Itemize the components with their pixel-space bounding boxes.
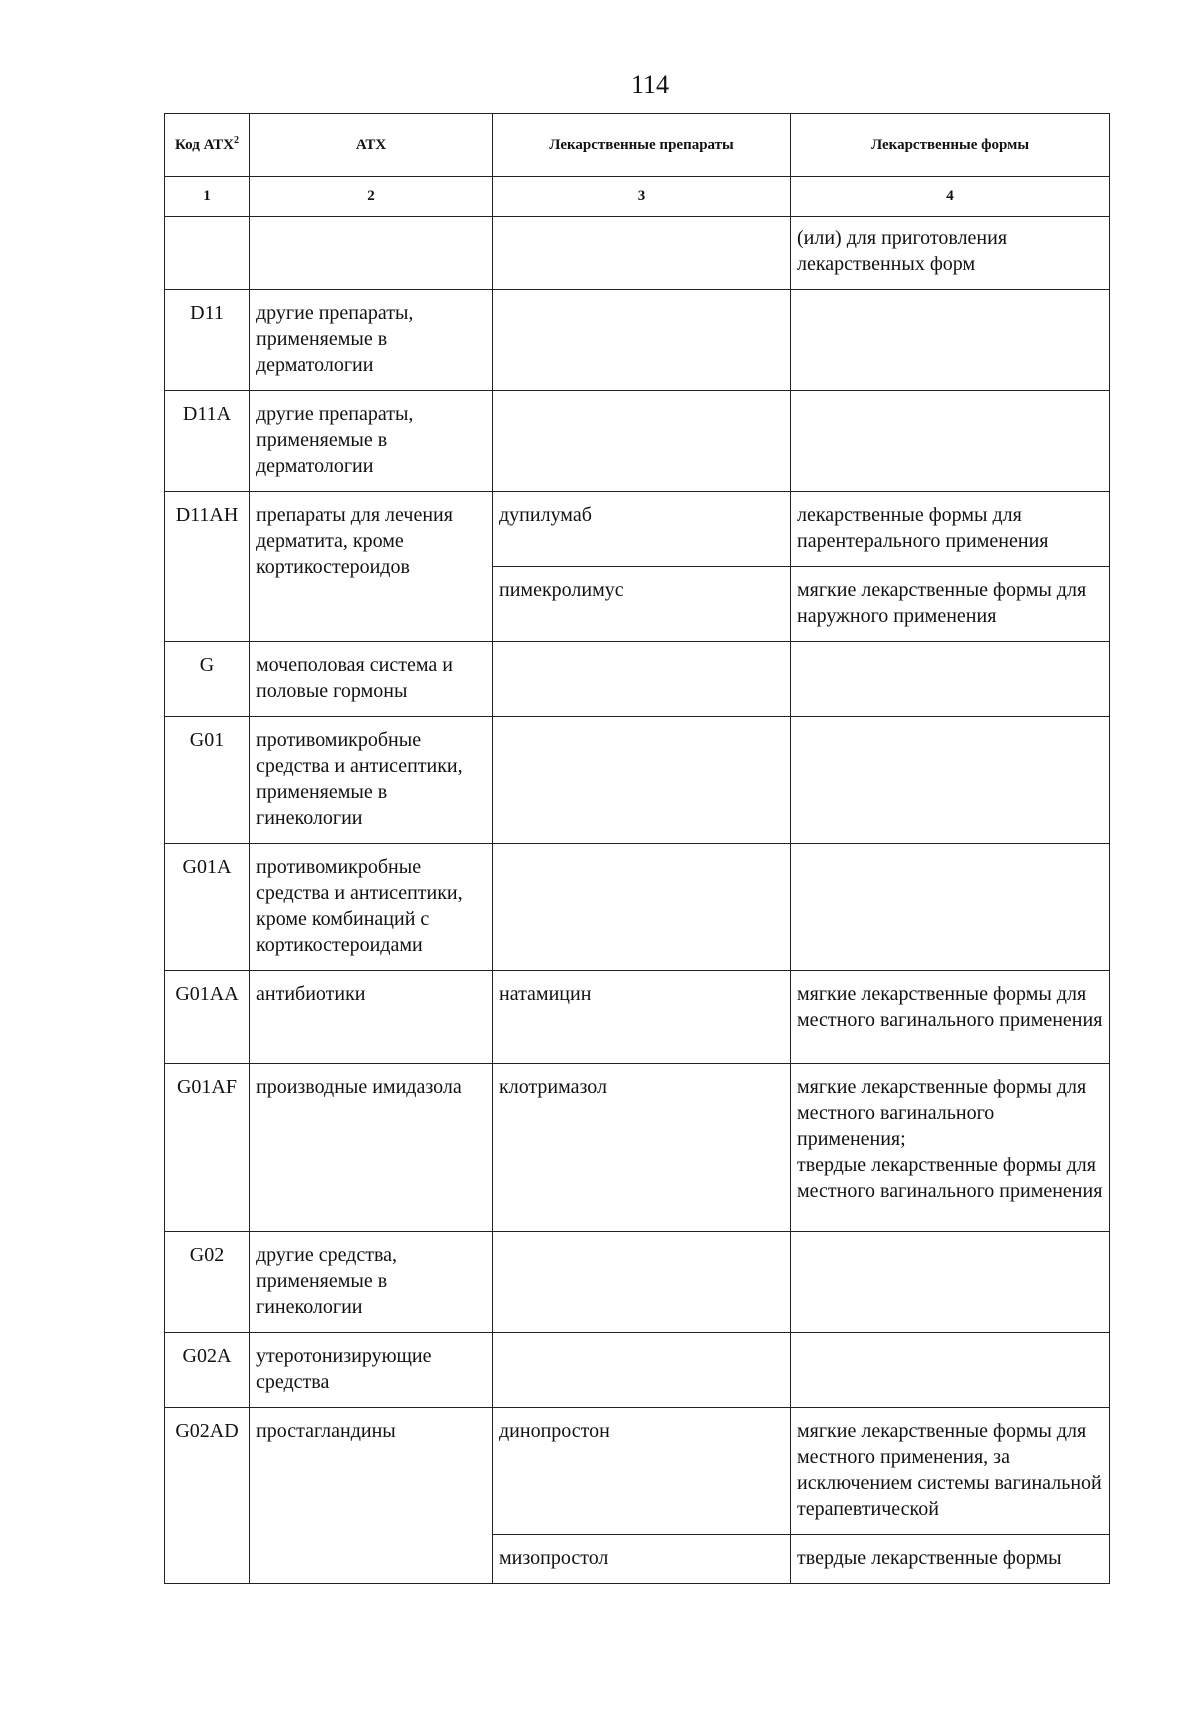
atx-name-cell: другие средства, применяемые в гинекологии: [250, 1232, 493, 1333]
atx-name-cell: другие препараты, применяемые в дерматологии: [250, 290, 493, 391]
table-row: [165, 492, 1110, 567]
atx-code-cell: G02AD: [165, 1408, 250, 1584]
atx-code-cell: D11AH: [165, 492, 250, 642]
form-cell: [791, 717, 1110, 844]
atx-code-cell: [165, 217, 250, 290]
header-code: Код АТХ$^2$: [165, 114, 250, 177]
table-row: [165, 1064, 1110, 1232]
form-cell: мягкие лекарственные формы для наружного применения: [791, 567, 1110, 642]
form-cell: лекарственные формы для парентерального применения: [791, 492, 1110, 567]
drug-cell: мизопростол: [493, 1535, 791, 1584]
drug-cell: [493, 642, 791, 717]
column-number: 4: [791, 177, 1110, 217]
table-row: [165, 642, 1110, 717]
column-number: 1: [165, 177, 250, 217]
atx-code-cell: G01AA: [165, 971, 250, 1064]
form-cell: [791, 1064, 1110, 1232]
column-number: 3: [493, 177, 791, 217]
drug-cell: дупилумаб: [493, 492, 791, 567]
table-row: [165, 391, 1110, 492]
atx-name-cell: простагландины: [250, 1408, 493, 1584]
atx-code-cell: G01AF: [165, 1064, 250, 1232]
atx-name-cell: противомикробные средства и антисептики, применяемые в гинекологии: [250, 717, 493, 844]
drug-cell: пимекролимус: [493, 567, 791, 642]
drug-cell: [493, 1232, 791, 1333]
atx-code-cell: D11: [165, 290, 250, 391]
drug-cell: клотримазол: [493, 1064, 791, 1232]
drug-cell: [493, 844, 791, 971]
header-atx: АТХ: [250, 114, 493, 177]
form-cell: [791, 844, 1110, 971]
form-cell: (или) для приготовления лекарственных форм: [791, 217, 1110, 290]
table-row: [165, 290, 1110, 391]
atx-name-cell: утеротонизирующие средства: [250, 1333, 493, 1408]
drug-cell: [493, 1333, 791, 1408]
table-row: [165, 1408, 1110, 1535]
atx-code-cell: G: [165, 642, 250, 717]
atx-code-cell: D11A: [165, 391, 250, 492]
drug-cell: [493, 290, 791, 391]
table-row: [165, 1333, 1110, 1408]
page-number: 114: [630, 70, 670, 99]
atx-name-cell: антибиотики: [250, 971, 493, 1064]
form-cell: [791, 1232, 1110, 1333]
form-text: твердые лекарственные формы для местного вагинального применения: [797, 1154, 1103, 1202]
form-cell: твердые лекарственные формы: [791, 1535, 1110, 1584]
form-cell: [791, 391, 1110, 492]
atx-code-cell: G02A: [165, 1333, 250, 1408]
atx-name-cell: мочеполовая система и половые гормоны: [250, 642, 493, 717]
drug-cell: [493, 217, 791, 290]
form-cell: мягкие лекарственные формы для местного вагинального применения: [791, 971, 1110, 1064]
table-row: [165, 844, 1110, 971]
footnote-mark: 2: [233, 134, 239, 146]
table-row: [165, 217, 1110, 290]
table-row: [165, 971, 1110, 1064]
atx-name-cell: препараты для лечения дерматита, кроме кортикостероидов: [250, 492, 493, 642]
atx-name-cell: другие препараты, применяемые в дерматологии: [250, 391, 493, 492]
atx-name-cell: [250, 217, 493, 290]
column-number: 2: [250, 177, 493, 217]
table-header: [165, 114, 1110, 217]
drug-cell: динопростон: [493, 1408, 791, 1535]
header-forms: Лекарственные формы: [791, 114, 1110, 177]
atx-drug-table: [164, 113, 1110, 1584]
form-text: мягкие лекарственные формы для местного вагинального применения;: [797, 1076, 1087, 1150]
drug-cell: [493, 717, 791, 844]
form-cell: мягкие лекарственные формы для местного применения, за исключением системы вагинальной терапевтической: [791, 1408, 1110, 1535]
atx-name-cell: противомикробные средства и антисептики, кроме комбинаций с кортикостероидами: [250, 844, 493, 971]
atx-name-cell: производные имидазола: [250, 1064, 493, 1232]
drug-cell: [493, 391, 791, 492]
drug-cell: натамицин: [493, 971, 791, 1064]
header-drugs: Лекарственные препараты: [493, 114, 791, 177]
atx-code-cell: G02: [165, 1232, 250, 1333]
form-cell: [791, 1333, 1110, 1408]
table-row: [165, 717, 1110, 844]
atx-code-cell: G01: [165, 717, 250, 844]
atx-code-cell: G01A: [165, 844, 250, 971]
form-cell: [791, 290, 1110, 391]
table-row: [165, 1232, 1110, 1333]
form-cell: [791, 642, 1110, 717]
